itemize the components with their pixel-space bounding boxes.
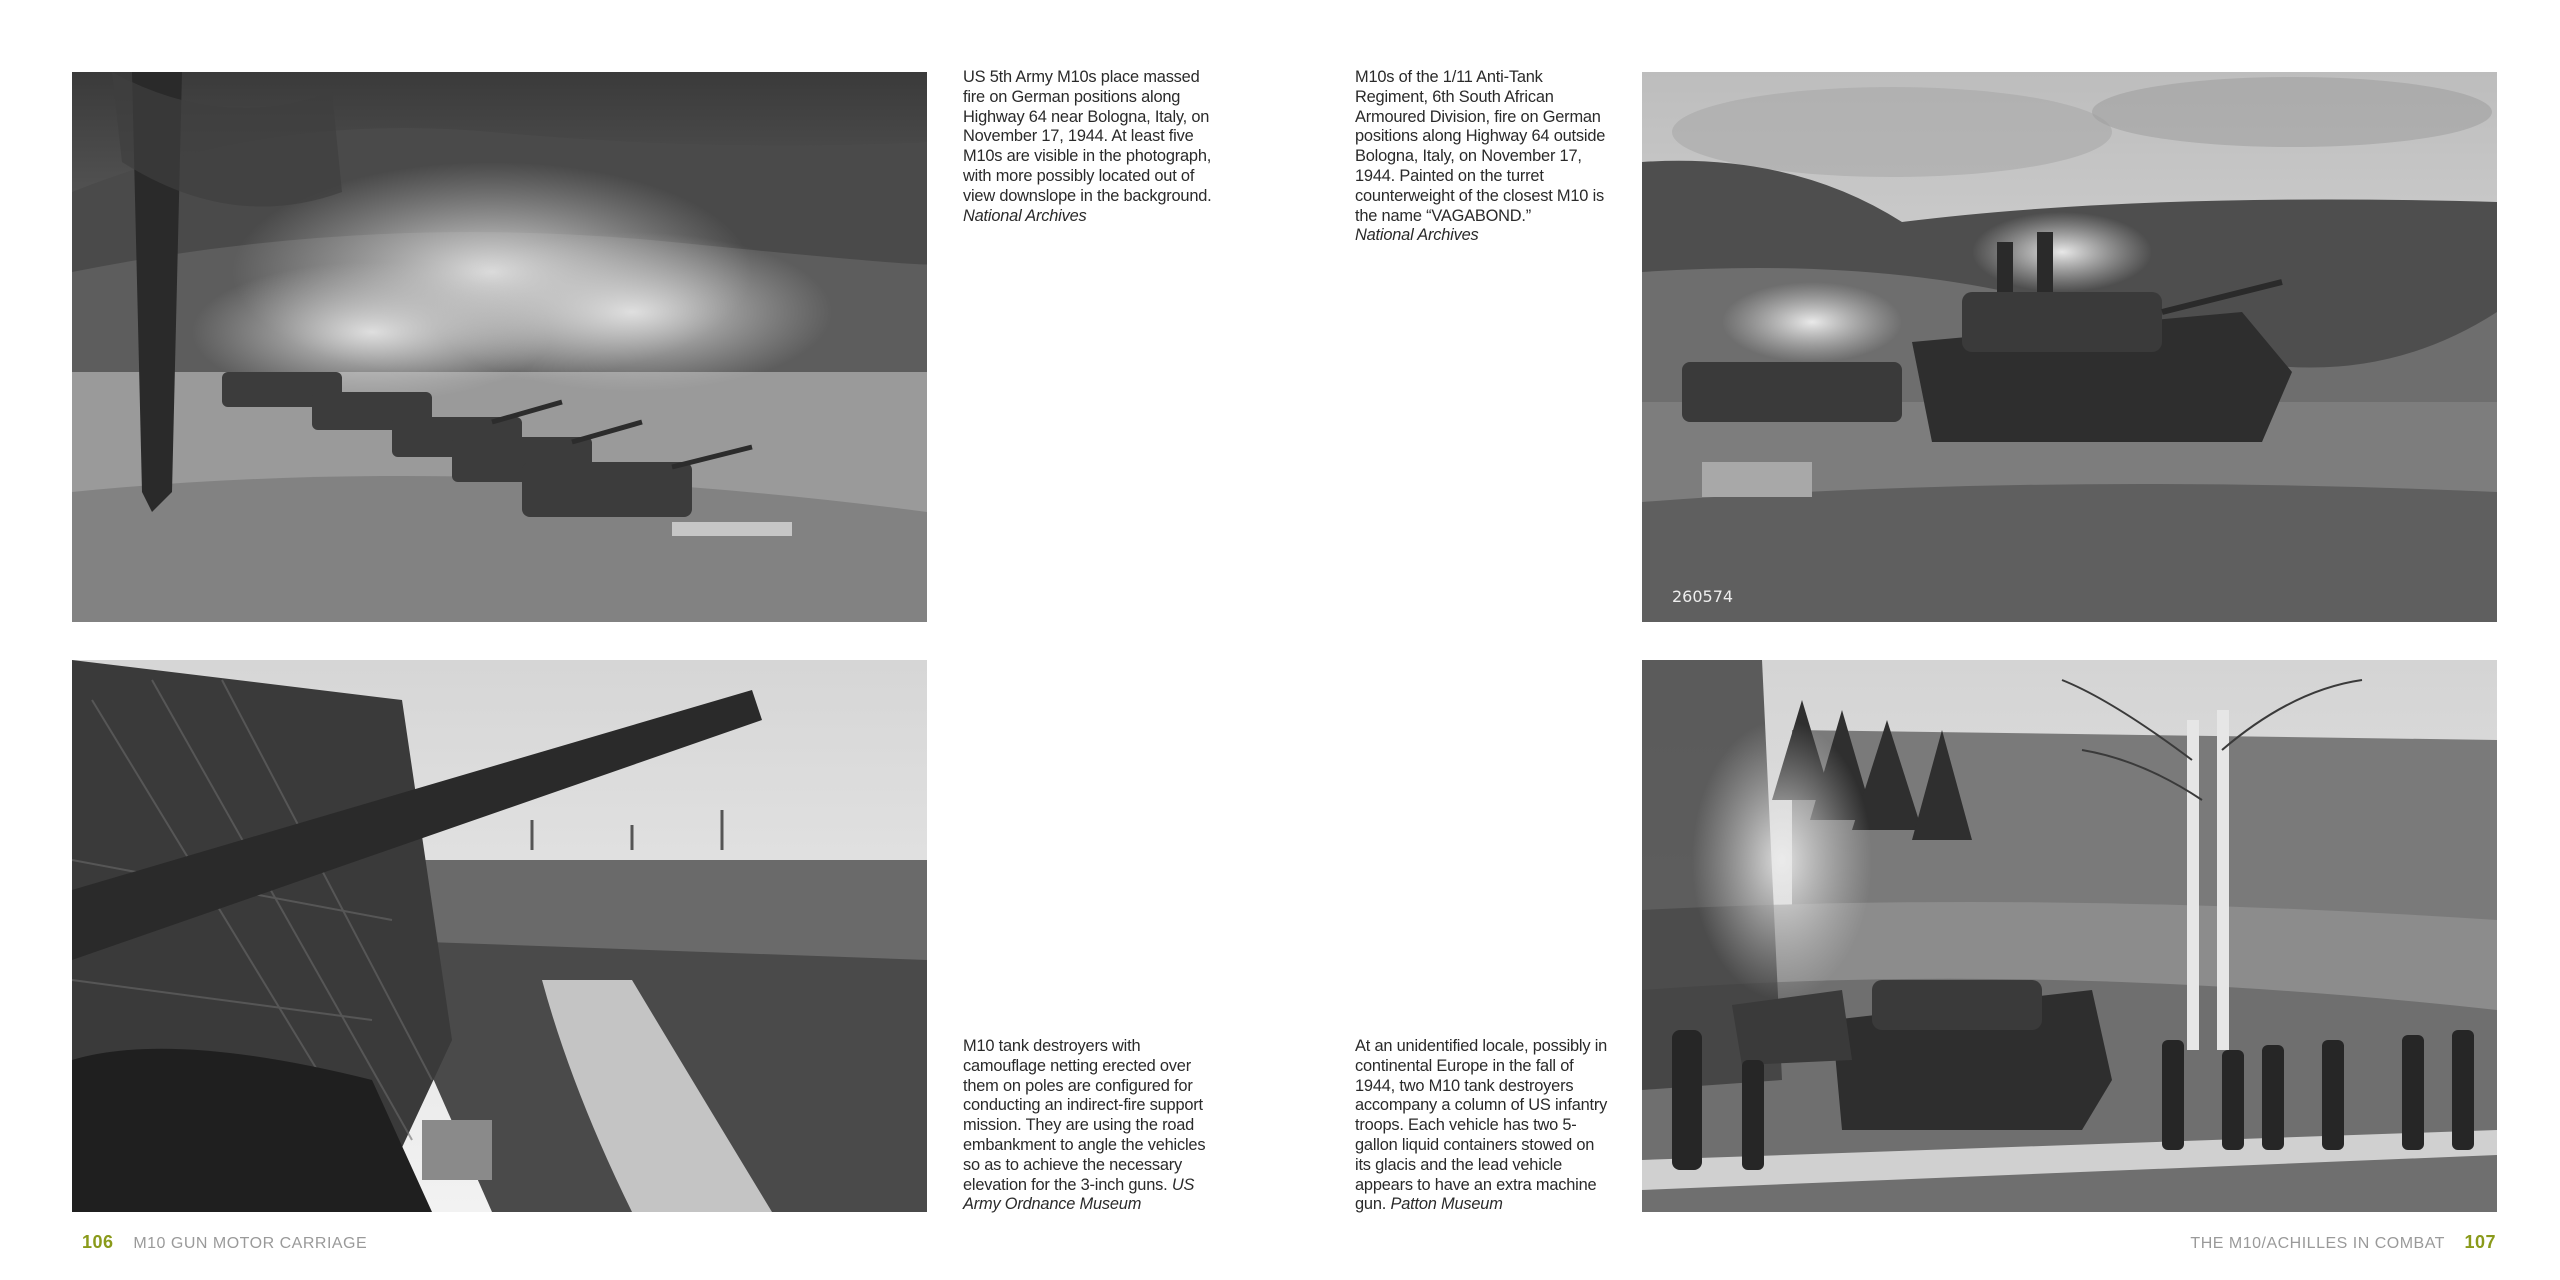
photo-camouflaged-m10-image: [72, 660, 927, 1212]
right-page-number: 107: [2464, 1232, 2496, 1252]
photo-m10s-infantry-column: [1642, 660, 2497, 1212]
left-page-number: 106: [82, 1232, 114, 1252]
photo-m10s-infantry-column-image: [1642, 660, 2497, 1212]
photo-south-african-m10s: [1642, 72, 2497, 622]
photo-camouflaged-m10: [72, 660, 927, 1212]
caption-top-right: [1355, 68, 1613, 246]
caption-top-left-text: US 5th Army M10s place massed fire on German positions along Highway 64 near Bologna, Italy, on November 17, 1944. At least five M10s are visible in the photograph, with more possibly located out of view downslope in the background.: [963, 68, 1212, 205]
footer-left: [82, 1232, 367, 1253]
caption-top-right-text: M10s of the 1/11 Anti-Tank Regiment, 6th South African Armoured Division, fire on German positions along Highway 64 outside Bologna, Italy, on November 17, 1944. Painted on the turret counterweight of the closest M10 is the name “VAGABOND.”: [1355, 68, 1606, 225]
caption-bottom-right-text: At an unidentified locale, possibly in continental Europe in the fall of 1944, two M10 tank destroyers accompany a column of US infantry troops. Each vehicle has two 5-gallon liquid containers stowed on its glacis and the lead vehicle appears to have an extra machine gun.: [1355, 1037, 1608, 1214]
left-running-head: M10 GUN MOTOR CARRIAGE: [133, 1235, 368, 1252]
caption-top-left-credit: National Archives: [963, 206, 1087, 225]
caption-top-right-credit: National Archives: [1355, 226, 1479, 245]
photo-m10s-massed-fire: [72, 72, 927, 622]
caption-bottom-left-credit: US Army Ordnance Museum: [963, 1175, 1195, 1214]
footer-right: [2190, 1232, 2496, 1253]
caption-bottom-left-text: M10 tank destroyers with camouflage netting erected over them on poles are configured for conducting an indirect-fire support mission. They are using the road embankment to angle the vehicles so as to achieve the necessary elevation for the 3-inch guns.: [963, 1037, 1206, 1194]
photo-negative-number: 260574: [1672, 587, 1734, 606]
photo-south-african-m10s-image: [1642, 72, 2497, 622]
caption-top-left: [963, 68, 1221, 226]
right-running-head: THE M10/ACHILLES IN COMBAT: [2190, 1235, 2445, 1252]
caption-bottom-left: [963, 1037, 1221, 1215]
caption-bottom-right-credit: Patton Museum: [1390, 1195, 1503, 1214]
photo-m10s-massed-fire-image: [72, 72, 927, 622]
caption-bottom-right: [1355, 1037, 1613, 1215]
